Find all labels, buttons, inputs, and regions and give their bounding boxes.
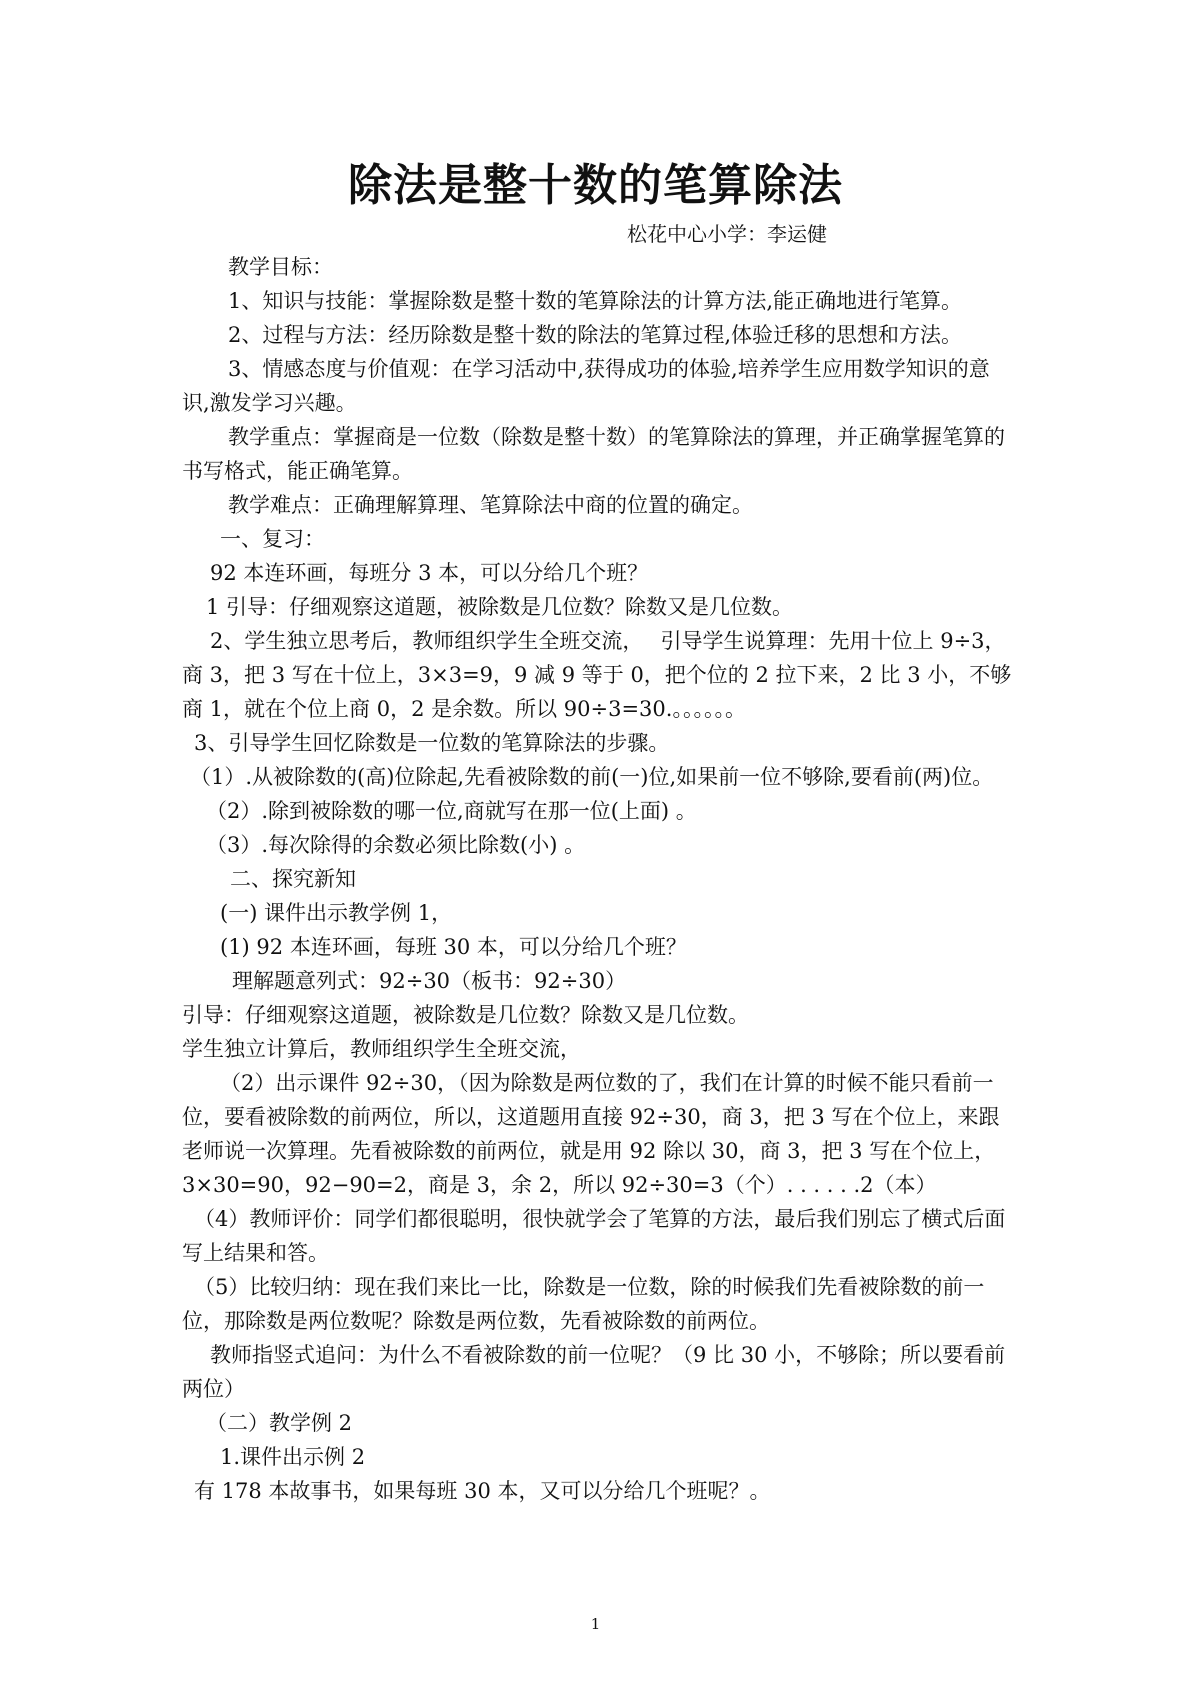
paragraph: （2）.除到被除数的哪一位,商就写在那一位(上面) 。 [206,799,697,823]
paragraph: 1、知识与技能：掌握除数是整十数的笔算除法的计算方法,能正确地进行笔算。 [228,289,963,313]
paragraph: 理解题意列式：92÷30（板书：92÷30） [232,969,627,993]
paragraph: 3、引导学生回忆除数是一位数的笔算除法的步骤。 [194,731,670,755]
paragraph: （1）.从被除数的(高)位除起,先看被除数的前(一)位,如果前一位不够除,要看前(两)位。 [190,765,994,789]
document-body [182,250,1017,1508]
paragraph: （4）教师评价：同学们都很聪明，很快就学会了笔算的方法，最后我们别忘了横式后面写上结果和答。 [182,1207,1006,1265]
paragraph: 教学难点：正确理解算理、笔算除法中商的位置的确定。 [228,493,753,517]
paragraph: （二）教学例 2 [206,1411,353,1435]
paragraph: 有 178 本故事书，如果每班 30 本，又可以分给几个班呢？。 [194,1479,771,1503]
paragraph: (1) 92 本连环画，每班 30 本，可以分给几个班？ [220,935,687,959]
paragraph: 2、过程与方法：经历除数是整十数的除法的笔算过程,体验迁移的思想和方法。 [228,323,963,347]
paragraph: 2、学生独立思考后，教师组织学生全班交流， 引导学生说算理：先用十位上 9÷3，商 3，把 3 写在十位上，3×3=9，9 减 9 等于 0，把个位的 2 拉下来，2 比 3 小，不够商 1，就在个位上商 0，2 是余数。所以 90÷3=30.。。。。。。 [182,629,1012,721]
paragraph: 教学目标： [228,255,333,279]
paragraph: (一) 课件出示教学例 1， [220,901,453,925]
paragraph: 教学重点：掌握商是一位数（除数是整十数）的笔算除法的算理，并正确掌握笔算的书写格式，能正确笔算。 [182,425,1005,483]
paragraph: 3、情感态度与价值观：在学习活动中,获得成功的体验,培养学生应用数学知识的意识,激发学习兴趣。 [182,357,990,415]
paragraph: 1.课件出示例 2 [220,1445,366,1469]
paragraph: 一、复习： [220,527,325,551]
document-title: 除法是整十数的笔算除法 [348,160,843,211]
paragraph: （2）出示课件 92÷30，（因为除数是两位数的了，我们在计算的时候不能只看前一位，要看被除数的前两位，所以，这道题用直接 92÷30，商 3，把 3 写在个位上，来跟老师说一次算理。先看被除数的前两位，就是用 92 除以 30，商 3，把 3 写在个位上，3×30=90，92−90=2，商是 3，余 2，所以 92÷30=3（个）. . . . . .2（本） [182,1071,1000,1197]
paragraph: 学生独立计算后，教师组织学生全班交流， [182,1037,581,1061]
paragraph: 1 引导：仔细观察这道题，被除数是几位数？除数又是几位数。 [206,595,794,619]
page-number: 1 [590,1615,601,1633]
author-line: 松花中心小学：李运健 [627,222,827,246]
paragraph: 引导：仔细观察这道题，被除数是几位数？除数又是几位数。 [182,1003,749,1027]
paragraph: 二、探究新知 [230,867,356,891]
paragraph: 92 本连环画，每班分 3 本，可以分给几个班？ [210,561,649,585]
paragraph: （3）.每次除得的余数必须比除数(小) 。 [206,833,586,857]
paragraph: 教师指竖式追问：为什么不看被除数的前一位呢？（9 比 30 小，不够除；所以要看前两位） [182,1343,1006,1401]
paragraph: （5）比较归纳：现在我们来比一比，除数是一位数，除的时候我们先看被除数的前一位，那除数是两位数呢？除数是两位数，先看被除数的前两位。 [182,1275,985,1333]
